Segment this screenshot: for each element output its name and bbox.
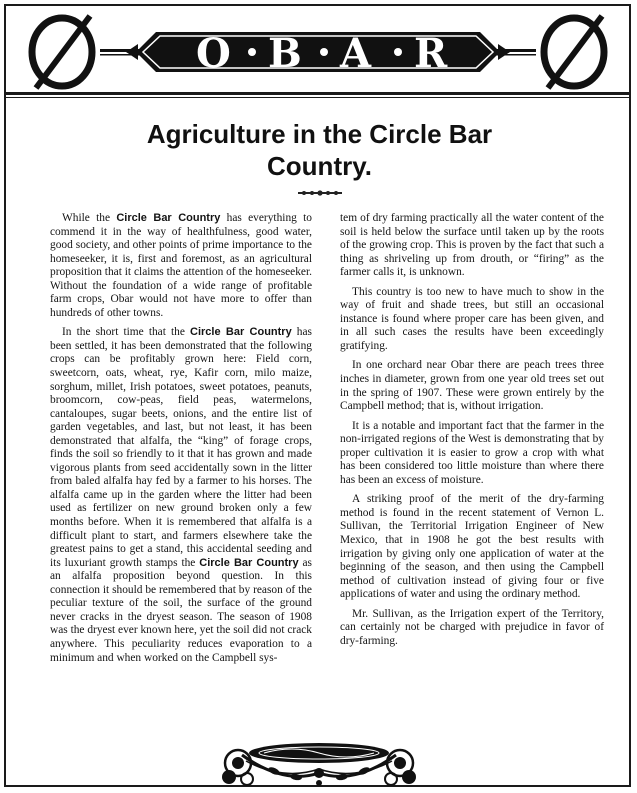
- logo-letter: A: [340, 30, 374, 77]
- dot-rule-ornament-icon: [298, 189, 342, 197]
- article-paragraph: A striking proof of the merit of the dry-farming method is found in the recent statement of Vernon L. Sullivan, the Territorial Irrigation Engineer of New Mexico, that in 1908 he got the best results with irrigation by giving only one application of water at the beginning of the season, and then using the Campbell method of cultivation instead of giving four or five applications of water and using the ordinary method.: [340, 493, 604, 601]
- masthead-art: [6, 6, 629, 94]
- article-title: [6, 118, 633, 182]
- article-paragraph: It is a notable and important fact that the farmer in the non-irrigated regions of the West is demonstrating that by proper cultivation it is easier to grow a crop with what has been considered too little moisture than where there has been an excess of moisture.: [340, 419, 604, 486]
- article-paragraph: tem of dry farming practically all the water content of the soil is held below the surface until taken up by the roots of the growing crop. This is proven by the fact that such a thing as shriveling up from drouth, or “firing” as the farmer calls it, is unknown.: [340, 212, 604, 279]
- page-frame: [4, 4, 631, 787]
- article-column-left: [50, 212, 312, 671]
- article-column-right: [340, 212, 604, 654]
- article-paragraph: This country is too new to have much to show in the way of fruit and shade trees, but still an occasional instance is found where proper care has been given, and in all such cases the results have been exceedingly gratifying.: [340, 285, 604, 352]
- article-paragraph: Mr. Sullivan, as the Irrigation expert of the Territory, can certainly not be charged with prejudice in favor of dry-farming.: [340, 607, 604, 647]
- place-name-bold: Circle Bar Country: [199, 556, 299, 569]
- circle-bar-emblem-left-icon: [32, 16, 92, 88]
- article-paragraph: In one orchard near Obar there are peach trees three inches in diameter, grown from one year old trees set out in the spring of 1907. These were grown entirely by the Campbell method; that is, without irrigation.: [340, 359, 604, 413]
- title-line: Agriculture in the Circle Bar: [146, 119, 493, 149]
- masthead: [6, 6, 629, 94]
- masthead-rule-thin: [6, 97, 629, 98]
- place-name-bold: Circle Bar Country: [116, 212, 221, 224]
- obar-banner: [126, 32, 510, 72]
- logo-letter: B: [268, 30, 304, 77]
- logo-letter: O: [196, 30, 233, 77]
- floral-garland-ornament-icon: [214, 733, 424, 789]
- masthead-rule: [6, 92, 629, 95]
- logo-letter: R: [414, 30, 450, 77]
- article-paragraph: In the short time that the Circle Bar Country has been settled, it has been demonstrated that the following crops can be profitably grown here: Field corn, sweetcorn, oats, wheat, rye, Kafir corn, milo maize, sorghum, millet, Irish potatoes, sweet potatoes, peanuts, broomcorn, cow-peas, field peas, watermelons, cantaloupes, sugar beets, onions, and the entire list of garden vegetables, and last, but not least, it has been demonstrated that alfalfa, the “king” of forage crops, finds the soil so friendly to it that it has grown and made vigorous plants from seed accidentally sown in the litter from baled alfalfa hay fed by a farmer to his horses. The alfalfa came up in the garden where the litter had been used as fertilizer on new ground broken only a few months before. When it is remembered that alfalfa is a difficult plant to start, and farmers elsewhere take the greatest pains to get a stand, this accidental seeding and its luxuriant growth stamps the Circle Bar Country as an alfalfa proposition beyond question. In this connection it should be remembered that by reason of the peculiar texture of the soil, the surface of the ground never cracks in the dryest season. The season of 1908 was the dryest ever known here, yet the soil did not crack anywhere. This peculiarity reduces evaporation to a minimum and when worked on the Campbell sys-: [50, 326, 312, 664]
- place-name-bold: Circle Bar Country: [190, 326, 292, 339]
- article-paragraph: While the Circle Bar Country has everything to commend it in the way of healthfulness, good water, good society, and other points of prime importance to the homeseeker, it is, first and foremost, as an agricultural proposition that it claims the attention of the homeseeker. Without the foundation of a wide range of profitable farm crops, Obar would not have more to offer than hundreds of other towns.: [50, 212, 312, 319]
- circle-bar-emblem-right-icon: [544, 16, 604, 88]
- title-line: Country.: [267, 151, 372, 181]
